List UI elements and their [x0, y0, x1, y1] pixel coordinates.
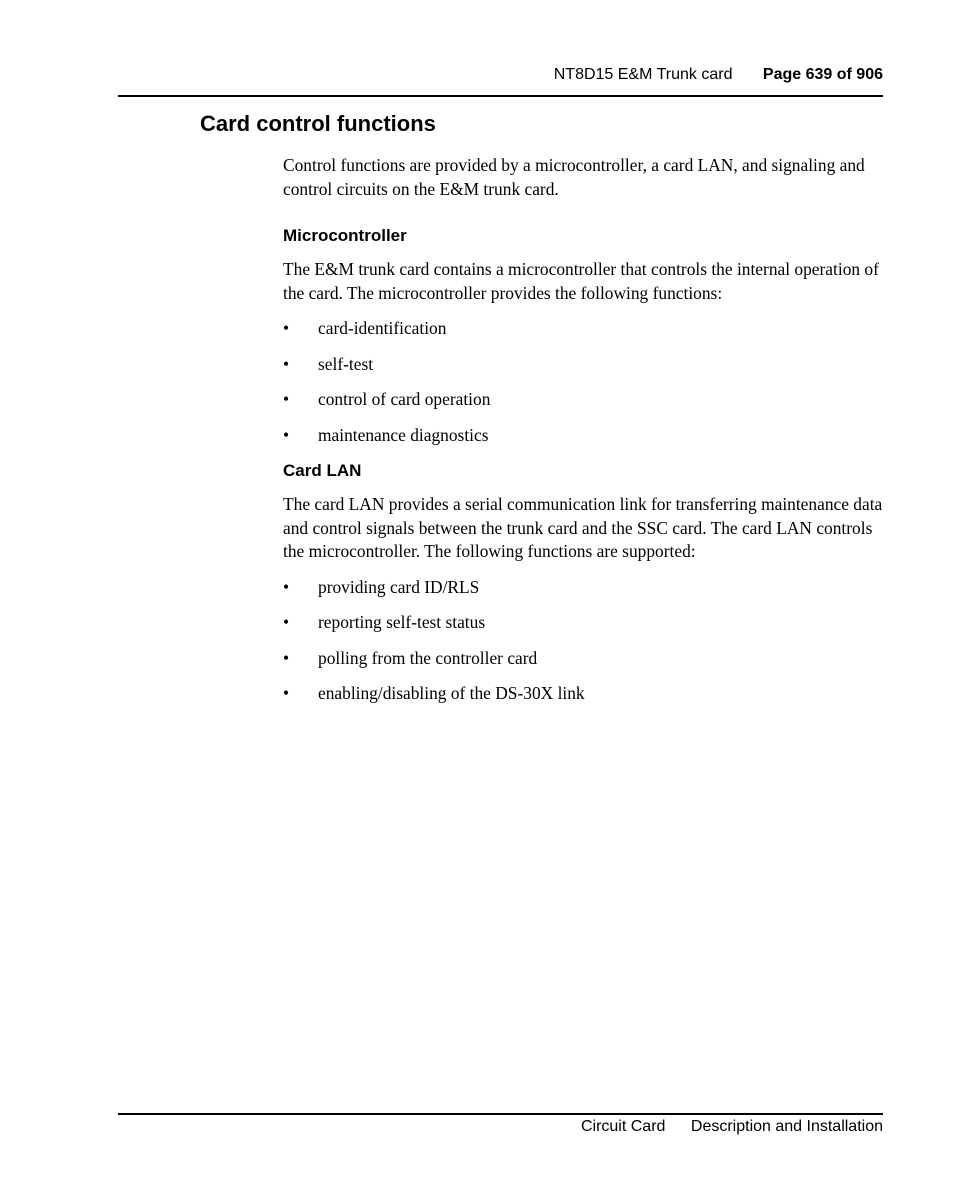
- page-number: Page 639 of 906: [762, 66, 883, 83]
- list-item-text: card-identification: [318, 318, 447, 338]
- card-lan-paragraph: The card LAN provides a serial communication link for transferring maintenance data and control signals between the trunk card and the SSC card. The card LAN controls the microcontroller. The following functions are supported:: [283, 494, 883, 561]
- list-item: [283, 388, 883, 412]
- bullet-icon: •: [283, 389, 290, 409]
- list-item-text: self-test: [318, 353, 374, 374]
- list-item: [283, 611, 883, 635]
- microcontroller-heading: Microcontroller: [283, 226, 407, 245]
- header-rule: [118, 95, 883, 97]
- footer-book-title: Circuit Card: [580, 1118, 666, 1135]
- bullet-icon: •: [283, 647, 290, 668]
- card-lan-function-list: [283, 576, 883, 706]
- list-item-text: maintenance diagnostics: [318, 424, 489, 445]
- bullet-icon: •: [283, 424, 290, 445]
- bullet-icon: •: [283, 353, 290, 374]
- list-item-text: reporting self-test status: [318, 612, 486, 632]
- footer-book-subtitle: Description and Installation: [690, 1118, 883, 1135]
- intro-paragraph: Control functions are provided by a microcontroller, a card LAN, and signaling and control circuits on the E&M trunk card.: [283, 155, 865, 199]
- section-title: Card control functions: [200, 111, 436, 136]
- list-item: [283, 317, 883, 341]
- list-item: [283, 647, 883, 671]
- page-header: [554, 66, 883, 84]
- list-item-text: enabling/disabling of the DS-30X link: [318, 683, 585, 703]
- microcontroller-paragraph: The E&M trunk card contains a microcontroller that controls the internal operation of the card. The microcontroller provides the following functions:: [283, 259, 879, 303]
- list-item: [283, 576, 883, 600]
- bullet-icon: •: [283, 612, 290, 632]
- microcontroller-function-list: [283, 317, 883, 447]
- document-title: NT8D15 E&M Trunk card: [553, 66, 733, 83]
- bullet-icon: •: [283, 318, 290, 338]
- list-item: [283, 353, 883, 377]
- list-item: [283, 424, 883, 448]
- list-item: [283, 682, 883, 706]
- section-body: [283, 154, 883, 706]
- bullet-icon: •: [283, 576, 290, 597]
- list-item-text: polling from the controller card: [318, 647, 538, 668]
- bullet-icon: •: [283, 683, 290, 703]
- card-lan-heading: Card LAN: [283, 461, 362, 480]
- list-item-text: providing card ID/RLS: [318, 576, 480, 597]
- page-footer: [581, 1118, 883, 1136]
- footer-rule: [118, 1113, 883, 1115]
- list-item-text: control of card operation: [318, 389, 491, 409]
